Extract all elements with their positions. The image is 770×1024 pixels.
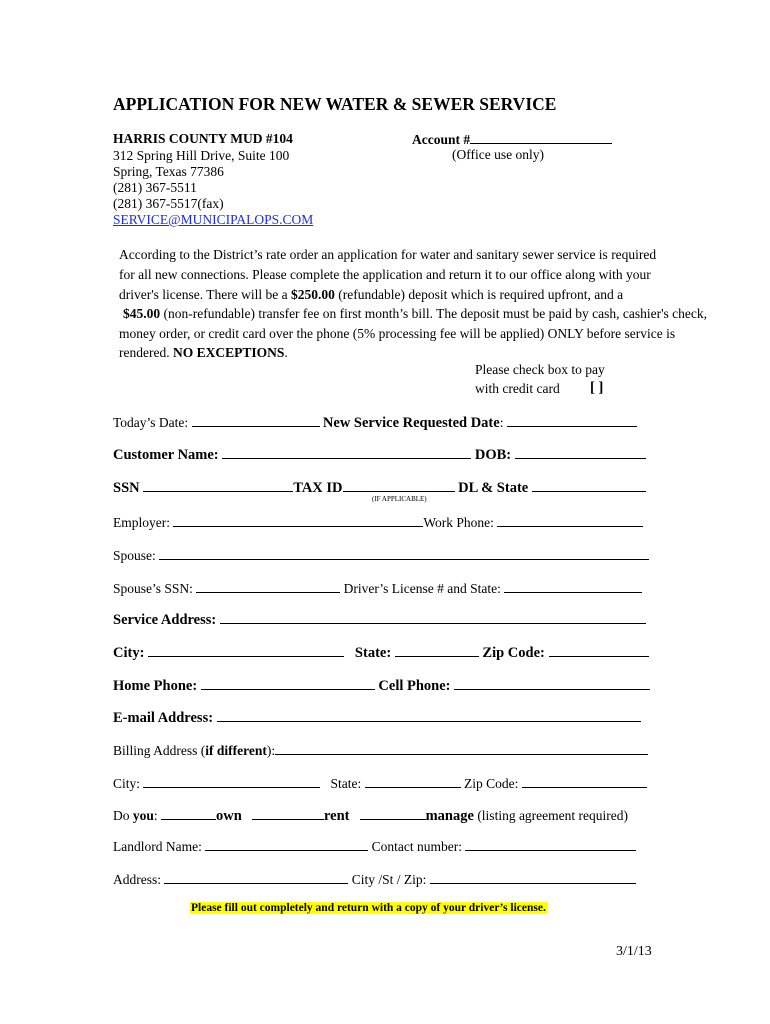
office-city-state-zip: Spring, Texas 77386 bbox=[113, 164, 224, 179]
no-exceptions-text: NO EXCEPTIONS bbox=[172, 345, 285, 360]
intro-text: (refundable) deposit which is required upfront, and a bbox=[334, 287, 624, 302]
billing-address-label-end: ): bbox=[266, 743, 276, 758]
ssn-label: SSN bbox=[113, 480, 140, 496]
account-field bbox=[412, 131, 612, 148]
page-title: APPLICATION FOR NEW WATER & SEWER SERVICE bbox=[113, 94, 557, 114]
tax-id-label: TAX ID bbox=[293, 480, 343, 496]
dl-state-input[interactable] bbox=[532, 479, 646, 492]
employer-label: Employer: bbox=[113, 515, 170, 530]
row-city bbox=[113, 644, 649, 662]
own-label: own bbox=[216, 808, 242, 824]
zip-code-label: Zip Code: bbox=[482, 645, 545, 661]
cell-phone-input[interactable] bbox=[454, 677, 650, 690]
row-billing-city bbox=[113, 775, 647, 792]
intro-text: rendered. bbox=[119, 345, 173, 360]
new-service-date-label: New Service Requested Date bbox=[322, 415, 500, 431]
service-address-label: Service Address: bbox=[113, 612, 217, 628]
manage-label: manage bbox=[425, 808, 474, 824]
billing-city-label: City: bbox=[113, 776, 141, 791]
billing-address-label: Billing Address ( bbox=[113, 743, 206, 758]
employer-input[interactable] bbox=[173, 514, 423, 527]
credit-card-line-2: with credit card bbox=[475, 381, 560, 396]
dob-input[interactable] bbox=[515, 446, 646, 459]
credit-card-checkbox[interactable]: [ ] bbox=[590, 380, 604, 396]
billing-if-different: if different bbox=[205, 743, 267, 758]
ssn-input[interactable] bbox=[143, 479, 293, 492]
zip-code-input[interactable] bbox=[549, 644, 649, 657]
intro-line-3 bbox=[119, 287, 623, 303]
service-address-input[interactable] bbox=[220, 611, 646, 624]
landlord-city-st-zip-input[interactable] bbox=[430, 871, 636, 884]
billing-state-label: State: bbox=[330, 776, 362, 791]
billing-zip-label: Zip Code: bbox=[464, 776, 519, 791]
rent-input[interactable] bbox=[252, 807, 324, 820]
office-street: 312 Spring Hill Drive, Suite 100 bbox=[113, 148, 290, 163]
transfer-fee-amount: $45.00 bbox=[123, 306, 161, 321]
billing-state-input[interactable] bbox=[365, 775, 461, 788]
colon: : bbox=[499, 415, 504, 430]
customer-name-input[interactable] bbox=[222, 446, 471, 459]
tax-id-input[interactable] bbox=[343, 479, 455, 492]
customer-name-label: Customer Name: bbox=[113, 447, 219, 463]
landlord-name-label: Landlord Name: bbox=[113, 839, 202, 854]
row-customer bbox=[113, 446, 646, 464]
do-you-colon: : bbox=[153, 808, 158, 823]
manage-input[interactable] bbox=[360, 807, 426, 820]
do-you-emphasis: you bbox=[132, 808, 154, 823]
home-phone-label: Home Phone: bbox=[113, 678, 198, 694]
intro-line-1: According to the District’s rate order an application for water and sanitary sewer service is required bbox=[119, 247, 657, 262]
office-phone: (281) 367-5511 bbox=[113, 180, 197, 195]
city-label: City: bbox=[113, 645, 145, 661]
contact-number-input[interactable] bbox=[465, 838, 636, 851]
intro-line-4 bbox=[123, 306, 707, 322]
dob-label: DOB: bbox=[474, 447, 512, 463]
listing-note: (listing agreement required) bbox=[473, 808, 629, 823]
spouse-ssn-input[interactable] bbox=[196, 580, 340, 593]
state-label: State: bbox=[354, 645, 392, 661]
rent-label: rent bbox=[323, 808, 350, 824]
office-name: HARRIS COUNTY MUD #104 bbox=[113, 131, 293, 146]
account-label: Account # bbox=[412, 132, 471, 147]
home-phone-input[interactable] bbox=[201, 677, 375, 690]
if-applicable-note: (IF APPLICABLE) bbox=[372, 495, 427, 503]
account-note: (Office use only) bbox=[452, 147, 544, 162]
landlord-name-input[interactable] bbox=[205, 838, 368, 851]
row-spouse bbox=[113, 547, 649, 564]
state-input[interactable] bbox=[395, 644, 479, 657]
landlord-city-st-zip-label: City /St / Zip: bbox=[351, 872, 427, 887]
row-billing-address bbox=[113, 742, 648, 759]
return-notice: Please fill out completely and return with a copy of your driver’s license. bbox=[191, 902, 546, 914]
billing-address-input[interactable] bbox=[275, 742, 648, 755]
credit-card-line-1: Please check box to pay bbox=[475, 362, 605, 377]
todays-date-label: Today’s Date: bbox=[113, 415, 189, 430]
row-landlord-address bbox=[113, 871, 636, 888]
row-email bbox=[113, 709, 641, 727]
contact-number-label: Contact number: bbox=[371, 839, 462, 854]
row-ownership bbox=[113, 807, 628, 825]
spouse-ssn-label: Spouse’s SSN: bbox=[113, 581, 193, 596]
deposit-amount: $250.00 bbox=[291, 287, 335, 302]
spouse-dl-label: Driver’s License # and State: bbox=[343, 581, 501, 596]
intro-line-6 bbox=[119, 345, 288, 361]
email-input[interactable] bbox=[217, 709, 641, 722]
revision-date: 3/1/13 bbox=[616, 944, 652, 959]
new-service-date-input[interactable] bbox=[507, 414, 637, 427]
dl-state-label: DL & State bbox=[458, 480, 529, 496]
intro-text: . bbox=[284, 345, 288, 360]
row-spouse-ssn bbox=[113, 580, 642, 597]
billing-city-input[interactable] bbox=[143, 775, 320, 788]
spouse-input[interactable] bbox=[159, 547, 649, 560]
office-email-link[interactable]: SERVICE@MUNICIPALOPS.COM bbox=[113, 212, 314, 227]
intro-text: driver's license. There will be a bbox=[119, 287, 291, 302]
todays-date-input[interactable] bbox=[192, 414, 320, 427]
work-phone-label: Work Phone: bbox=[423, 515, 494, 530]
row-service-address bbox=[113, 611, 646, 629]
city-input[interactable] bbox=[148, 644, 344, 657]
intro-text: (non-refundable) transfer fee on first month’s bill. The deposit must be paid by cash, cashier's check, bbox=[160, 306, 708, 321]
spouse-dl-input[interactable] bbox=[504, 580, 642, 593]
row-landlord bbox=[113, 838, 636, 855]
landlord-address-label: Address: bbox=[113, 872, 161, 887]
office-fax: (281) 367-5517(fax) bbox=[113, 196, 224, 211]
billing-zip-input[interactable] bbox=[522, 775, 647, 788]
row-phones bbox=[113, 677, 650, 695]
row-employer bbox=[113, 514, 643, 531]
do-you-label: Do bbox=[113, 808, 133, 823]
intro-line-2: for all new connections. Please complete the application and return it to our office along with your bbox=[119, 267, 651, 282]
email-label: E-mail Address: bbox=[113, 710, 214, 726]
row-dates bbox=[113, 414, 637, 432]
own-input[interactable] bbox=[161, 807, 216, 820]
work-phone-input[interactable] bbox=[497, 514, 643, 527]
spouse-label: Spouse: bbox=[113, 548, 156, 563]
cell-phone-label: Cell Phone: bbox=[378, 678, 451, 694]
landlord-address-input[interactable] bbox=[164, 871, 348, 884]
account-input-line[interactable] bbox=[470, 131, 612, 144]
intro-line-5: money order, or credit card over the phone (5% processing fee will be applied) ONLY before service is bbox=[119, 326, 676, 341]
